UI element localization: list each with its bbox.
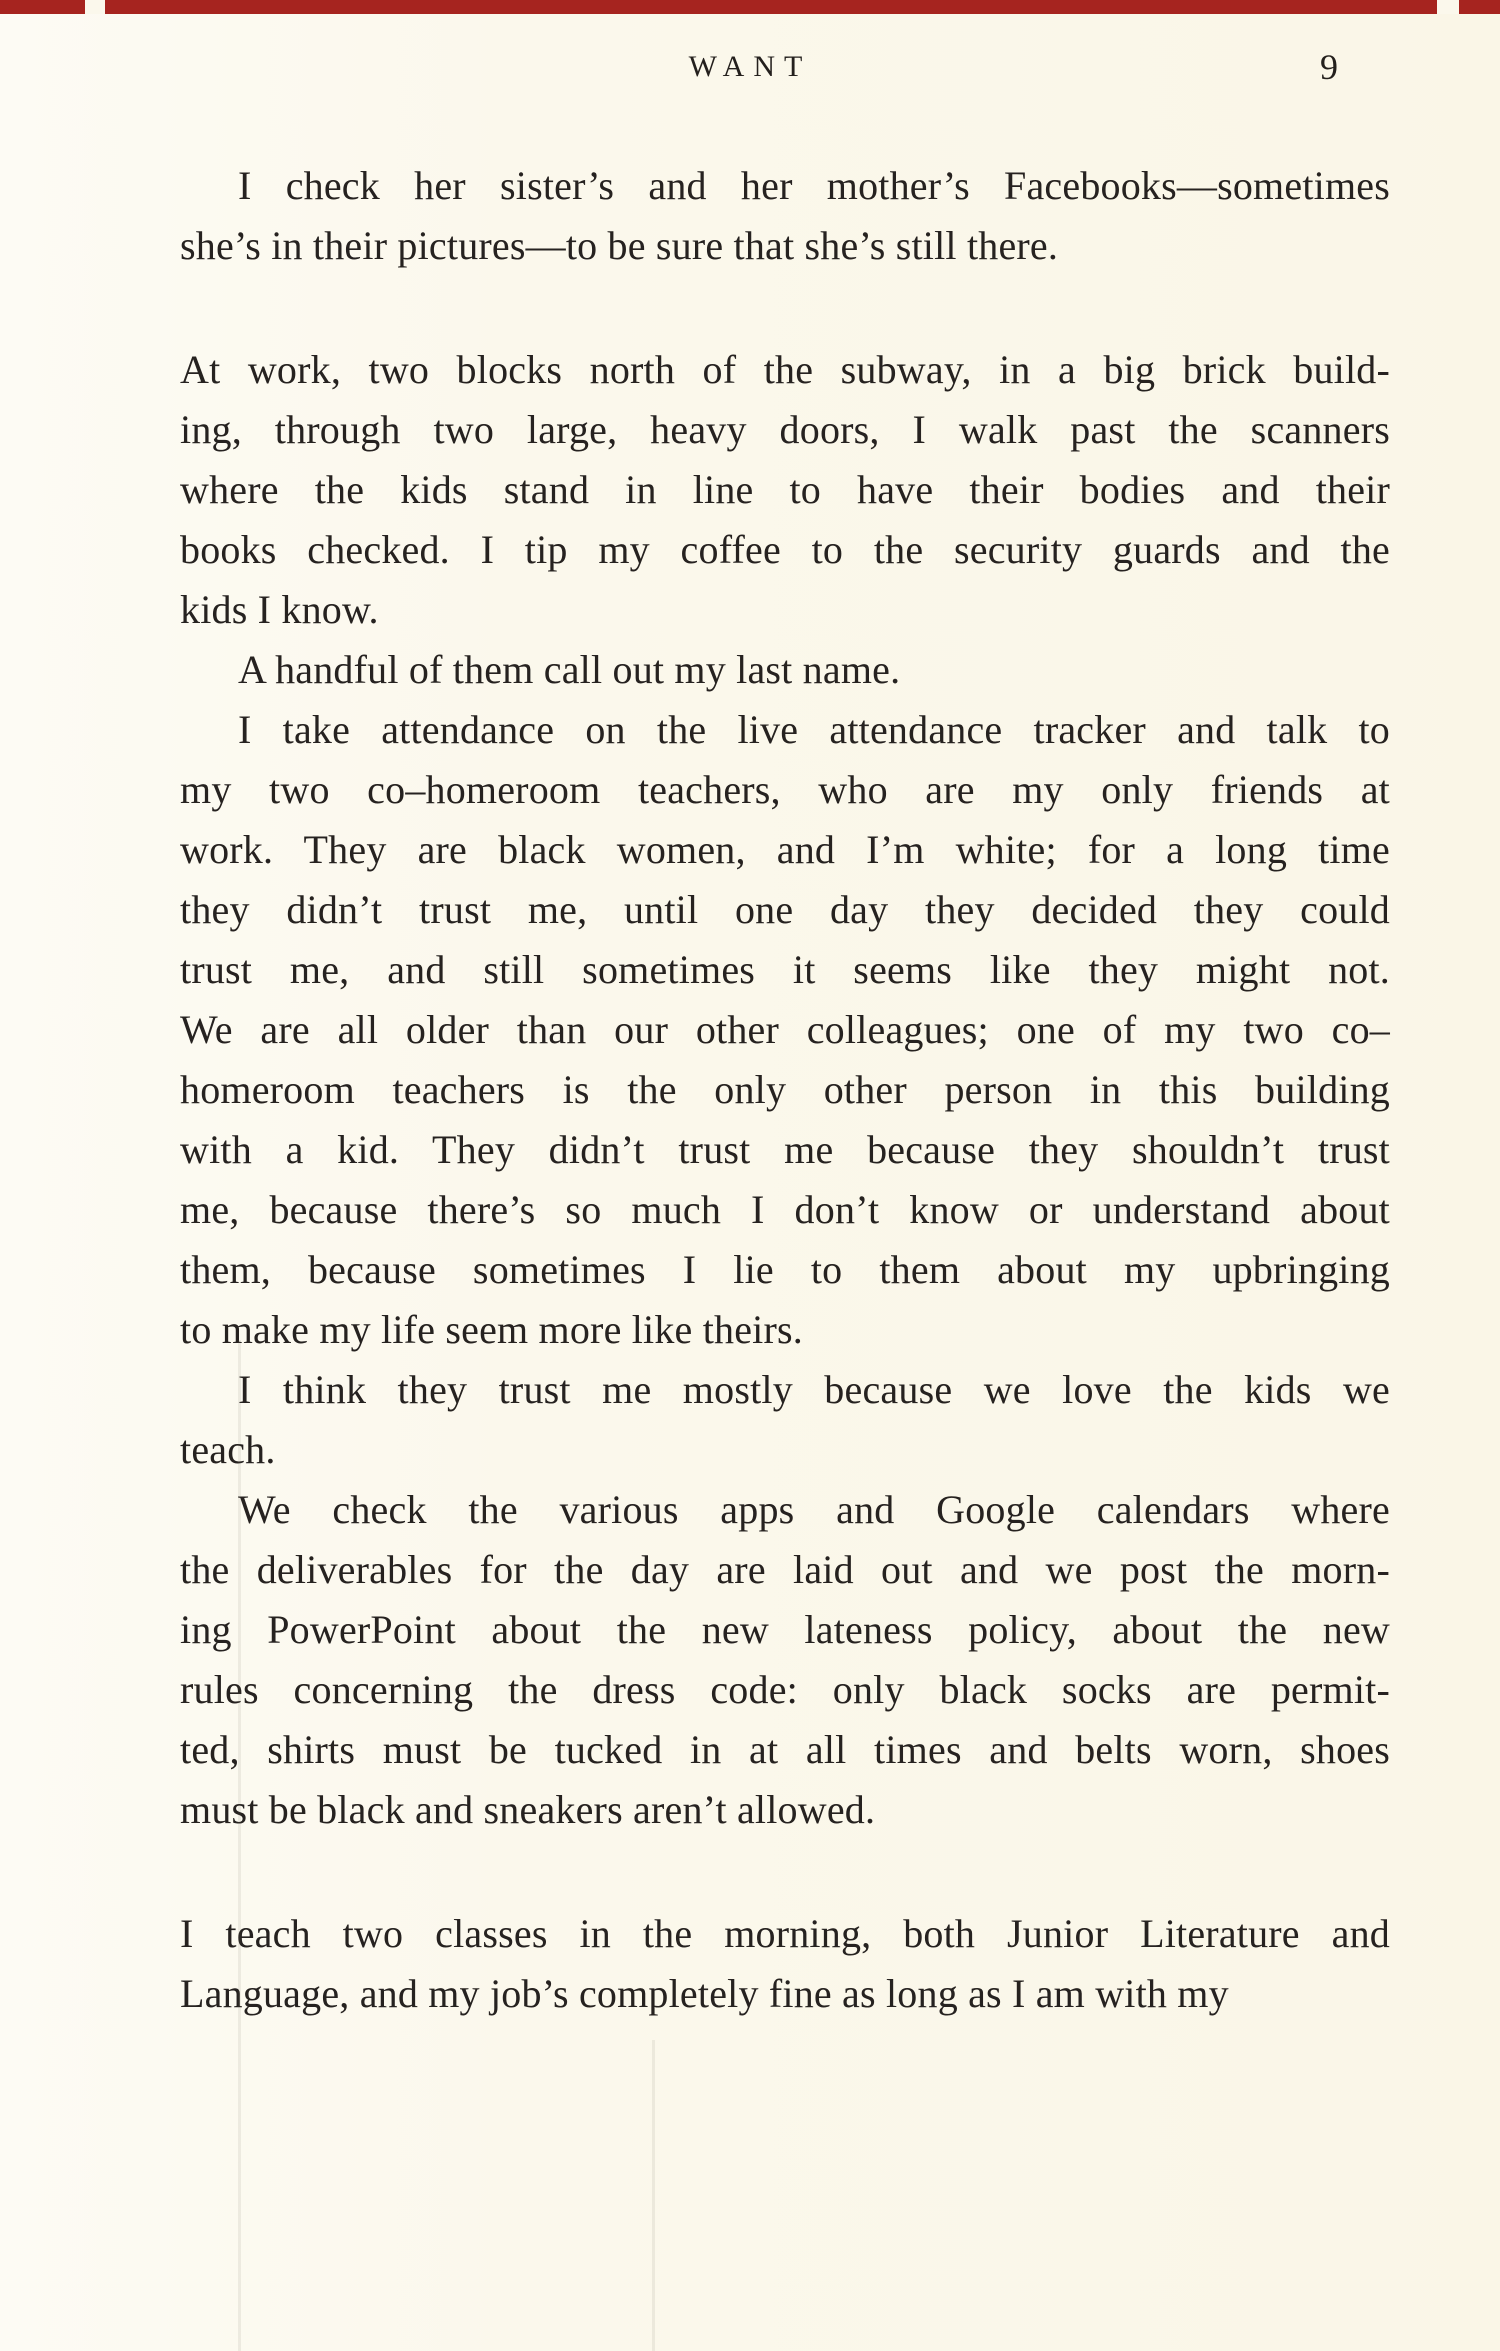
paragraph [180,1480,1390,1840]
scan-crease-line [238,1340,241,2351]
paragraph [180,340,1390,640]
body-line: they didn’t trust me, until one day they decided they could [180,887,1390,932]
paragraph [180,700,1390,1360]
body-line: with a kid. They didn’t trust me because they shouldn’t trust [180,1127,1390,1172]
scan-crease-line [652,2040,655,2351]
edge-strip-gap [85,0,105,14]
book-edge-strip [0,0,1500,14]
body-line: kids I know. [180,587,379,632]
edge-strip-gap [1437,0,1459,14]
body-line: them, because sometimes I lie to them about my upbringing [180,1247,1390,1292]
body-line: At work, two blocks north of the subway, in a big brick build- [180,347,1390,392]
body-line: where the kids stand in line to have their bodies and their [180,467,1390,512]
body-line: Language, and my job’s completely fine as long as I am with my [180,1971,1229,2016]
body-line: I take attendance on the live attendance tracker and talk to [238,707,1390,752]
body-line: me, because there’s so much I don’t know or understand about [180,1187,1390,1232]
body-line: ing PowerPoint about the new lateness policy, about the new [180,1607,1390,1652]
text-block [180,156,1390,2024]
body-line: I check her sister’s and her mother’s Facebooks—sometimes [238,163,1390,208]
body-line: my two co–homeroom teachers, who are my only friends at [180,767,1390,812]
body-line: homeroom teachers is the only other person in this building [180,1067,1390,1112]
body-line: she’s in their pictures—to be sure that she’s still there. [180,223,1059,268]
body-line: rules concerning the dress code: only black socks are permit- [180,1667,1390,1712]
body-line: to make my life seem more like theirs. [180,1307,803,1352]
body-line: books checked. I tip my coffee to the security guards and the [180,527,1390,572]
body-line: must be black and sneakers aren’t allowed. [180,1787,876,1832]
body-line: trust me, and still sometimes it seems like they might not. [180,947,1390,992]
paragraph [180,1904,1390,2024]
body-line: We are all older than our other colleagues; one of my two co– [180,1007,1390,1052]
paragraph [180,1360,1390,1480]
body-line: I teach two classes in the morning, both Junior Literature and [180,1911,1390,1956]
body-line: ing, through two large, heavy doors, I walk past the scanners [180,407,1390,452]
body-line: We check the various apps and Google calendars where [238,1487,1390,1532]
paragraph [180,156,1390,276]
body-line: work. They are black women, and I’m white; for a long time [180,827,1390,872]
body-line: I think they trust me mostly because we love the kids we [238,1367,1390,1412]
body-line: ted, shirts must be tucked in at all times and belts worn, shoes [180,1727,1390,1772]
body-line: the deliverables for the day are laid out and we post the morn- [180,1547,1390,1592]
paragraph [180,640,1390,700]
body-line: teach. [180,1427,276,1472]
running-head-title: WANT [688,50,812,83]
page-number: 9 [1320,47,1338,87]
body-line: A handful of them call out my last name. [238,647,901,692]
